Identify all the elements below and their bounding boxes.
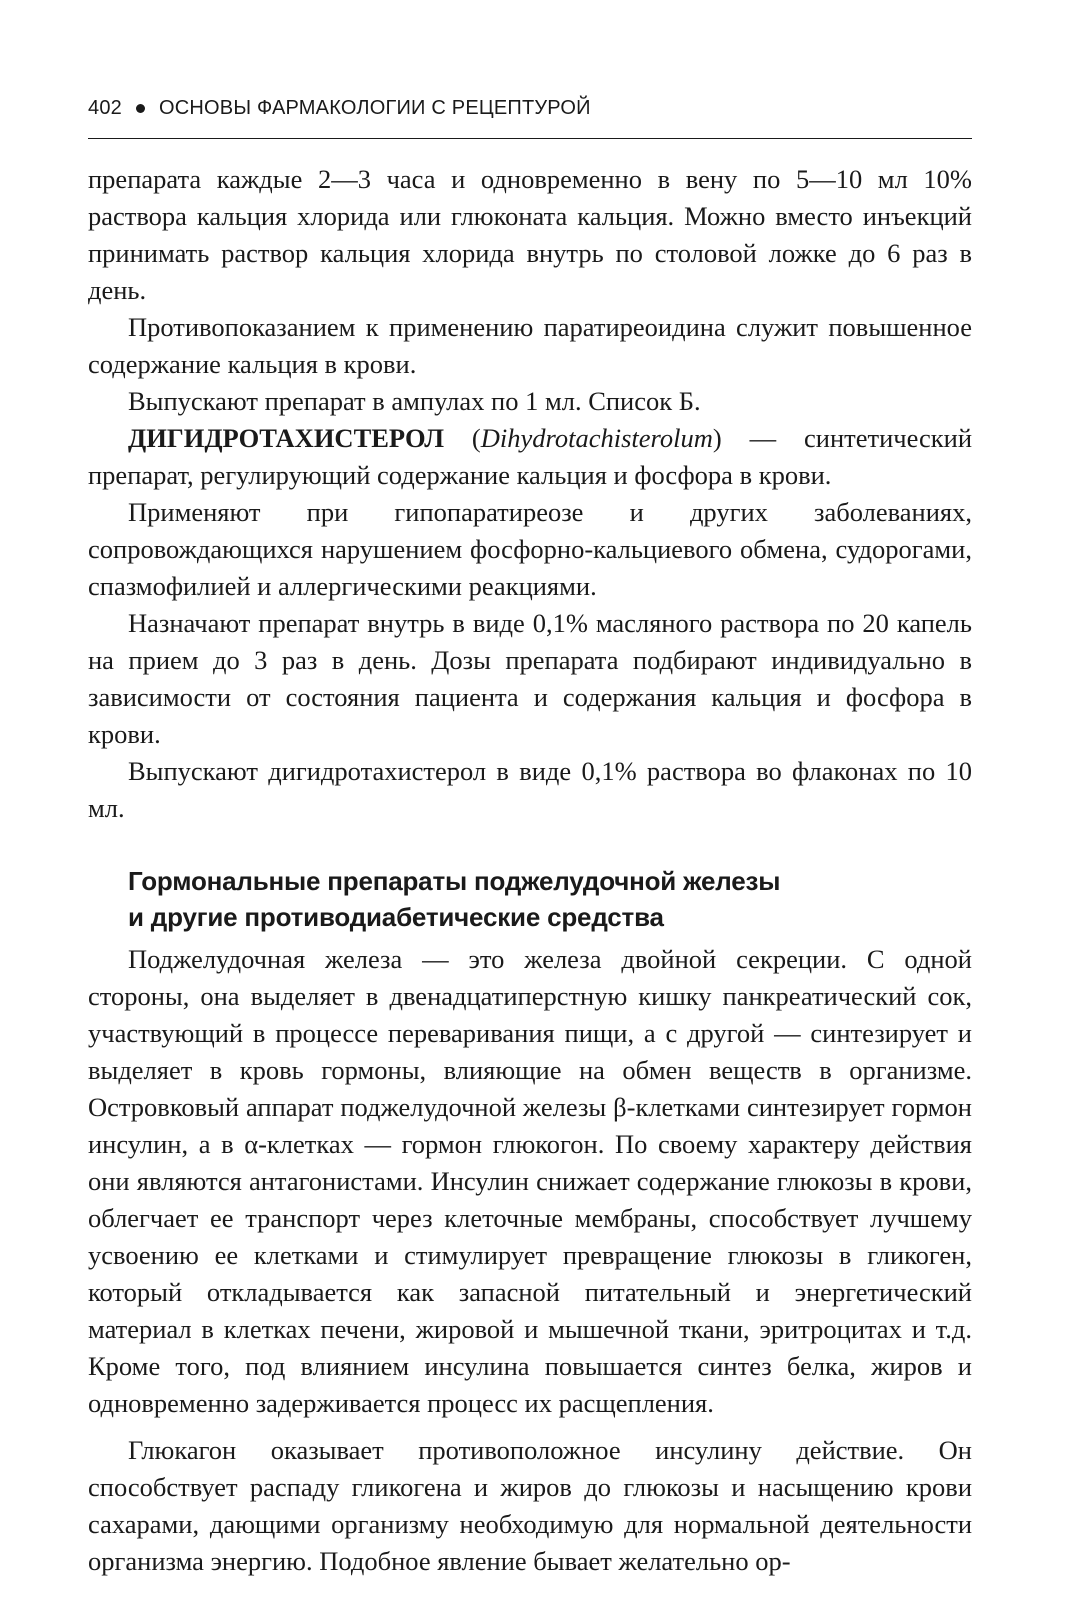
section-heading [128,863,972,935]
drug-paragraph: ДИГИДРОТАХИСТЕРОЛ (Dihydrotachisterolum) — синтетический препарат, регулирующий содержание кальция и фосфора в крови. [88,423,973,490]
latin-name: Dihydrotachisterolum [480,423,713,453]
header-rule [88,138,972,139]
section-heading-line: Гормональные препараты поджелудочной железы [128,866,781,896]
paragraph: Назначают препарат внутрь в виде 0,1% масляного раствора по 20 капель на прием до 3 раз в день. Дозы препарата подбирают индивидуально в зависимости от состояния пациента и содержания кальция и фосфора в крови. [88,608,972,749]
paragraph: Применяют при гипопаратиреозе и других заболеваниях, сопровождающихся нарушением фосфорно-кальциевого обмена, судорогами, спазмофилией и аллергическими реакциями. [88,497,972,601]
drug-description: синтетический препарат, регулирующий содержание кальция и фосфора в крови. [88,423,973,490]
page-number: 402 [88,96,122,119]
paragraph: Поджелудочная железа — это железа двойной секреции. С одной стороны, она выделяет в двенадцатиперстную кишку панкреатический сок, участвующий в процессе переваривания пищи, а с другой — синтезирует и выделяет в кровь гормоны, влияющие на обмен веществ в организме. Островковый аппарат поджелудочной железы β-клетками синтезирует гормон инсулин, а в α-клетках — гормон глюкогон. По своему характеру действия они являются антагонистами. Инсулин снижает содержание глюкозы в крови, облегчает ее транспорт через клеточные мембраны, способствует лучшему усвоению ее клетками и стимулирует превращение глюкозы в гликоген, который откладывается как запасной питательный и энергетический материал в клетках печени, жировой и мышечной ткани, эритроцитах и т.д. Кроме того, под влиянием инсулина повышается синтез белка, жиров и одновременно задерживается процесс их расщепления. [88,944,972,1418]
paragraph: Выпускают дигидротахистерол в виде 0,1% раствора во флаконах по 10 мл. [88,756,972,823]
paragraph: препарата каждые 2—3 часа и одновременно в вену по 5—10 мл 10% раствора кальция хлорида или глюконата кальция. Можно вместо инъекций принимать раствор кальция хлорида внутрь по столовой ложке до 6 раз в день. [88,164,972,305]
paragraph: Противопоказанием к применению паратиреоидина служит повышенное содержание кальция в крови. [88,312,972,379]
paragraph: Глюкагон оказывает противоположное инсулину действие. Он способствует распаду гликогена и жиров до глюкозы и насыщению крови сахарами, дающими организму необходимую для нормальной деятельности организма энергию. Подобное явление бывает желательно ор- [88,1435,972,1576]
book-title: ОСНОВЫ ФАРМАКОЛОГИИ С РЕЦЕПТУРОЙ [158,96,591,119]
book-page [88,88,972,1580]
running-header [88,88,972,128]
section-heading-line: и другие противодиабетические средства [128,902,664,932]
paragraph: Выпускают препарат в ампулах по 1 мл. Список Б. [128,386,701,416]
bullet-icon [136,104,145,113]
paragraph-gap [88,1422,972,1432]
drug-name: ДИГИДРОТАХИСТЕРОЛ [128,423,444,453]
body-text [88,161,972,1580]
